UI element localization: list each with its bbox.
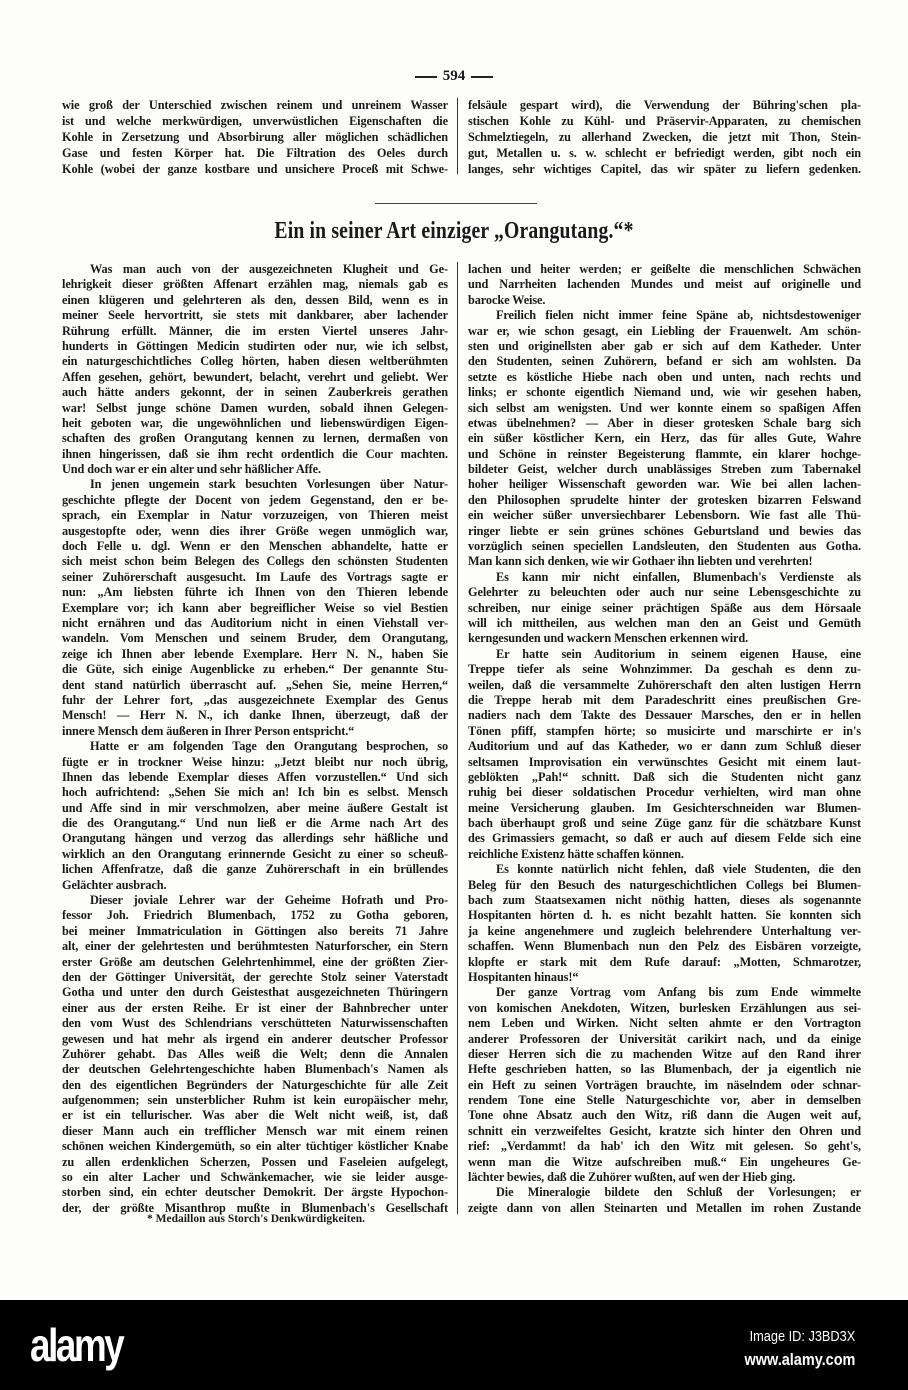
alamy-logo: alamy bbox=[30, 1319, 123, 1371]
text-line: bach zum Staatsexamen nicht nöthig hatten, dieses als sogenannte bbox=[468, 893, 861, 908]
text-line: ein weicher süßer unversiechbarer Lebensborn. Wie fast alle Thü- bbox=[468, 508, 861, 523]
text-line: Tone ohne Absatz auch den Witz, riß dann die Augen weit auf, bbox=[468, 1108, 861, 1123]
text-line: Tönen pfiff, stampfen hörte; so musicirte und marschirte er in's bbox=[468, 723, 861, 738]
text-line: will ich mittheilen, aus welchen man den an Geist und Gemüth bbox=[468, 615, 861, 630]
text-line: fügte er in trockner Weise hinzu: „Jetzt bleibt nur noch übrig, bbox=[62, 754, 448, 769]
ornament-dash bbox=[415, 76, 437, 78]
text-line: fessor Joh. Friedrich Blumenbach, 1752 zu Gotha geboren, bbox=[62, 908, 448, 923]
text-line: nem Leben und Wirken. Nicht selten ahmte er den Vortragton bbox=[468, 1016, 861, 1031]
text-line: Man kann sich denken, wie wir Gothaer ihn liebten und verehrten! bbox=[468, 554, 813, 569]
text-line: nicht ernähren und das Auditorium nicht in einen Viehstall ver- bbox=[62, 615, 448, 630]
text-line: dieser Herren sich die zu machenden Witze auf den Rand ihrer bbox=[468, 1046, 861, 1061]
text-line: den der Göttinger Universität, der gerechte Stolz seiner Vaterstadt bbox=[62, 969, 448, 984]
text-line: den Studenten, seinen Zuhörern, befand er sich am wohlsten. Da bbox=[468, 354, 861, 369]
text-line: schnitt ein verzweifeltes Gesicht, kratzte sich hinter den Ohren und bbox=[468, 1123, 861, 1138]
text-line: nun: „Am liebsten führte ich Ihnen von den Thieren lebende bbox=[62, 585, 448, 600]
text-line: doch Felle u. dgl. Wenn er den Menschen abhandelte, hatte er bbox=[62, 539, 448, 554]
text-line: und Narrheiten lachenden Mundes und meist auf originelle und bbox=[468, 277, 861, 292]
text-line: storben sind, ein echter deutscher Demokrit. Der ärgste Hypochon- bbox=[62, 1185, 448, 1200]
image-id: Image ID: J3BD3X bbox=[749, 1328, 855, 1345]
text-line: Rührung erfüllt. Männer, die im ersten Viertel unseres Jahr- bbox=[62, 323, 448, 338]
text-line: den des eigentlichen Begründers der Naturgeschichte für alle Zeit bbox=[62, 1077, 448, 1092]
text-line: langes, sehr wichtiges Capitel, das wir später zu liefern gedenken. bbox=[468, 162, 861, 176]
column-divider bbox=[457, 98, 458, 174]
text-line: lehrigkeit dieser größten Affenart erzählen mag, niemals gab es bbox=[62, 277, 448, 292]
text-line: Hatte er am folgenden Tage den Orangutang besprochen, so bbox=[90, 739, 448, 754]
text-line: Und doch war er ein alter und sehr häßlicher Affe. bbox=[62, 462, 321, 477]
text-line: erster Größe am deutschen Gelehrtenhimmel, eine der größten Zier- bbox=[62, 954, 448, 969]
text-line: rief: „Verdammt! da hab' ich den Witz mit gelesen. So geht's, bbox=[468, 1139, 861, 1154]
text-line: die Treppe herab mit dem Paradeschritt eines preußischen Gre- bbox=[468, 692, 861, 707]
text-line: Der ganze Vortrag vom Anfang bis zum Ende wimmelte bbox=[496, 985, 861, 1000]
text-line: bei meiner Immatriculation in Göttingen also bereits 71 Jahre bbox=[62, 923, 448, 938]
text-line: Freilich fielen nicht immer feine Späne ab, nichtsdestoweniger bbox=[496, 308, 861, 323]
text-line: vorzüglich seinen speciellen Landsleuten, den Studenten aus Gotha. bbox=[468, 539, 861, 554]
text-line: links; er schonte eigentlich Niemand und, wie wir gesehen haben, bbox=[468, 385, 861, 400]
text-line: ihnen hingerissen, daß sie ihm recht ordentlich die Cour machten. bbox=[62, 446, 448, 461]
page-number-text: 594 bbox=[442, 68, 466, 84]
article-right-column bbox=[468, 262, 861, 1216]
text-line: zeige ich Ihnen aber lebende Exemplare. Herr N. N., haben Sie bbox=[62, 646, 448, 661]
text-line: der, der größte Misanthrop mußte in Blumenbach's Gesellschaft bbox=[62, 1200, 448, 1215]
text-line: Hefte geschrieben hatten, so las Blumenbach, der ja eigentlich nie bbox=[468, 1062, 861, 1077]
text-line: schaften des großen Orangutang kennen zu lernen, dermaßen von bbox=[62, 431, 448, 446]
text-line: Er hatte sein Auditorium in seinem eigenen Hause, eine bbox=[496, 646, 861, 661]
text-line: er ist ein tellurischer. Was aber die Welt nicht weiß, ist, daß bbox=[62, 1108, 448, 1123]
text-line: Gelächter ausbrach. bbox=[62, 877, 167, 892]
text-line: Gelehrter zu beleuchten oder auch nur seine Lebensgeschichte zu bbox=[468, 585, 861, 600]
text-line: ruhig bei dieser soldatischen Procedur verhielten, wird man ohne bbox=[468, 785, 861, 800]
top-right-column bbox=[468, 97, 861, 177]
text-line: von komischen Anekdoten, Witzen, burlesken Erzählungen aus sei- bbox=[468, 1000, 861, 1015]
text-line: barocke Weise. bbox=[468, 292, 546, 307]
column-divider bbox=[457, 262, 458, 1214]
text-line: sich meist schon beim Belegen des Collegs den schönsten Studenten bbox=[62, 554, 448, 569]
text-line: wirklich an den Orangutang erinnernde Gesicht zu einer so scheuß- bbox=[62, 846, 448, 861]
text-line: auch hätte anders gekonnt, der in seinen Zauberkreis gerathen bbox=[62, 385, 448, 400]
text-line: geblökten „Pah!“ schnitt. Daß sich die Studenten nicht ganz bbox=[468, 769, 861, 784]
text-line: Gase und festen Körper hat. Die Filtration des Oeles durch bbox=[62, 146, 448, 160]
article-left-column bbox=[62, 262, 448, 1216]
text-line: wenn man die Witze aufschreiben muß.“ Ein ungeheures Ge- bbox=[468, 1154, 861, 1169]
text-line: ein Heft zu seinen Vorträgen brauchte, im näselndem oder schnar- bbox=[468, 1077, 861, 1092]
text-line: geschichte pflegte der Docent von jedem Gegenstand, den er be- bbox=[62, 492, 448, 507]
text-line: fuhr der Lehrer fort, „das ausgezeichnete Exemplar des Genus bbox=[62, 692, 448, 707]
text-line: sich selbst am wenigsten. Und wer konnte einem so spaßigen Affen bbox=[468, 400, 861, 415]
section-rule bbox=[375, 203, 537, 204]
text-line: setzte es köstliche Hiebe nach oben und unten, nach rechts und bbox=[468, 369, 861, 384]
text-line: bach überhaupt groß und seine Züge ganz für die schätzbare Kunst bbox=[468, 816, 861, 831]
text-line: felsäule gespart wird), die Verwendung der Bühring'schen pla- bbox=[468, 98, 861, 112]
text-line: Beleg für den Besuch des naturgeschichtlichen Collegs bei Blumen- bbox=[468, 877, 861, 892]
ornament-dash bbox=[471, 76, 493, 78]
text-line: Hospitanten hinaus!“ bbox=[468, 969, 579, 984]
text-line: dieser Mann auch ein trefflicher Mensch war mit einem reinen bbox=[62, 1123, 448, 1138]
text-line: Schmelztiegeln, zu allerhand Zwecken, die jetzt mit Thon, Stein- bbox=[468, 130, 861, 144]
text-line: Es kann mir nicht einfallen, Blumenbach's Verdienste als bbox=[496, 569, 861, 584]
text-line: hunderts in Göttingen Medicin studirten oder nur, wie ich selbst, bbox=[62, 338, 448, 353]
text-line: Was man auch von der ausgezeichneten Klugheit und Ge- bbox=[90, 262, 448, 276]
text-line: aufgenommen; sein unsterblicher Ruhm ist kein europäischer mehr, bbox=[62, 1093, 448, 1108]
text-line: sprach, ein Exemplar in Natur vorzuzeigen, von Thieren meist bbox=[62, 508, 448, 523]
text-line: Treppe tiefer als seine Wohnzimmer. Da geschah es denn zu- bbox=[468, 662, 861, 677]
text-line: stischen Kohle zu Kühl- und Präservir-Apparaten, zu chemischen bbox=[468, 114, 861, 128]
text-line: einen klügeren und gelehrteren als den, dessen Bild, wenn es in bbox=[62, 292, 448, 307]
text-line: Exemplare vor; ich kann aber begreiflicher Weise so viel Bestien bbox=[62, 600, 448, 615]
text-line: Zuhörer gehabt. Das Alles weiß die Welt; denn die Annalen bbox=[62, 1046, 448, 1061]
top-left-column bbox=[62, 97, 448, 177]
text-line: gewesen und hat mehr als irgend ein anderer deutscher Professor bbox=[62, 1031, 448, 1046]
watermark-band bbox=[0, 1300, 908, 1390]
text-line: ein süßer köstlicher Kern, ein Herz, das für alles Gute, Wahre bbox=[468, 431, 861, 446]
text-line: einer aus der ersten Reihe. Er ist einer der Bahnbrecher unter bbox=[62, 1000, 448, 1015]
text-line: Kohle in Zersetzung und Absorbirung aller möglichen schädlichen bbox=[62, 130, 448, 144]
text-line: In jenen ungemein stark besuchten Vorlesungen über Natur- bbox=[90, 477, 448, 492]
text-line: nadiers nach dem Takte des Dessauer Marsches, den er in hellen bbox=[468, 708, 861, 723]
text-line: meine Versicherung glauben. Im Gesichterschneiden war Blumen- bbox=[468, 800, 861, 815]
text-line: zu allen erdenklichen Scherzen, Possen und Faseleien aufgelegt, bbox=[62, 1154, 448, 1169]
text-line: Ihnen das lebende Exemplar dieses Affen vorzustellen.“ Und sich bbox=[62, 769, 448, 784]
text-line: rendem Tone eine Stelle Naturgeschichte vor, aber in demselben bbox=[468, 1093, 861, 1108]
text-line: schaffen. Wenn Blumenbach nun den Pelz des Eisbären vorzeigte, bbox=[468, 939, 861, 954]
text-line: der deutschen Gelehrtengeschichte haben Blumenbach's Namen als bbox=[62, 1062, 448, 1077]
text-line: wie groß der Unterschied zwischen reinem und unreinem Wasser bbox=[62, 98, 448, 112]
text-line: den Philosophen sprudelte hinter der grotesken bizarren Felswand bbox=[468, 492, 861, 507]
text-line: innere Mensch dem äußeren in Ihrer Person entspricht.“ bbox=[62, 723, 355, 738]
text-line: hoher heiliger Wissenschaft geworden war. Wie bei allen lachen- bbox=[468, 477, 861, 492]
text-line: Dieser joviale Lehrer war der Geheime Hofrath und Pro- bbox=[90, 893, 448, 908]
text-line: Die Mineralogie bildete den Schluß der Vorlesungen; er bbox=[496, 1185, 861, 1200]
text-line: schreiben, nur einige seiner prächtigen Späße aus dem Hörsaale bbox=[468, 600, 861, 615]
text-line: klopfte er stark mit dem Rufe darauf: „Motten, Schmarotzer, bbox=[468, 954, 861, 969]
page-number bbox=[0, 68, 908, 85]
text-line: des Grimassiers gemacht, so daß er auch auf diesem Felde sich eine bbox=[468, 831, 861, 846]
text-line: Es konnte natürlich nicht fehlen, daß viele Studenten, die den bbox=[496, 862, 861, 877]
text-line: ja keine angenehmere und zugleich belehrendere Unterhaltung ver- bbox=[468, 923, 861, 938]
text-line: die Güte, sich einige Augenblicke zu erheben.“ Der genannte Stu- bbox=[62, 662, 448, 677]
text-line: zeigte dann von allen Steinarten und Metallen im rohen Zustande bbox=[468, 1200, 861, 1215]
text-line: Mensch! — Herr N. N., ich danke Ihnen, überzeugt, daß der bbox=[62, 708, 448, 723]
text-line: heit geboten war, die ungewöhnlichen und liebenswürdigen Eigen- bbox=[62, 415, 448, 430]
text-line: ein naturgeschichtliches Colleg hörten, haben diesen weltberühmten bbox=[62, 354, 448, 369]
text-line: ausgestopfte oder, wenn dies ihrer Größe wegen unmöglich war, bbox=[62, 523, 448, 538]
text-line: die des Orangutang.“ Und nun ließ er die Arme nach Art des bbox=[62, 816, 448, 831]
text-line: den vom Wust des Schlendrians verschütteten Naturwissenschaften bbox=[62, 1016, 448, 1031]
text-line: und Affe sind in mir verschmolzen, aber meine äußere Gestalt ist bbox=[62, 800, 448, 815]
text-line: seltsamen Improvisation ein verwünschtes Gesicht mit einem laut- bbox=[468, 754, 861, 769]
text-line: war er, wie schon gesagt, ein Liebling der Frauenwelt. Am schön- bbox=[468, 323, 861, 338]
text-line: alt, einer der gelehrtesten und berühmtesten Naturforscher, ein Stern bbox=[62, 939, 448, 954]
text-line: und Schöne in reinster Begeisterung flammte, ein klarer hochge- bbox=[468, 446, 861, 461]
text-line: Affen gesehen, gehört, bewundert, belacht, verehrt und geliebt. Wer bbox=[62, 369, 448, 384]
text-line: Gotha und unter den durch Geistesthat ausgezeichneten Thüringern bbox=[62, 985, 448, 1000]
text-line: dent stand natürlich überrascht auf. „Sehen Sie, meine Herren,“ bbox=[62, 677, 448, 692]
text-line: so ein alter Lacher und Schwänkemacher, wie sie leider ausge- bbox=[62, 1170, 448, 1185]
text-line: meiner Seele hervortritt, sie stets mit dankbarer, aber lachender bbox=[62, 308, 448, 323]
text-line: reichliche Existenz hätte schaffen können. bbox=[468, 846, 684, 861]
text-line: kerngesunden und wackern Menschen erkennen wird. bbox=[468, 631, 749, 646]
text-line: lachen und heiter werden; er geißelte die menschlichen Schwächen bbox=[468, 262, 861, 276]
text-line: lichen Affenfratze, daß die ganze Zuhörerschaft in ein brüllendes bbox=[62, 862, 448, 877]
text-line: etwas übelnehmen? — Aber in dieser grotesken Schale barg sich bbox=[468, 415, 861, 430]
text-line: war! Selbst junge schöne Damen wurden, sobald ihnen Gelegen- bbox=[62, 400, 448, 415]
text-line: Orangutang hängen und verzog das allerdings sehr häßliche und bbox=[62, 831, 448, 846]
text-line: wandeln. Vom Menschen und seinem Bruder, dem Orangutang, bbox=[62, 631, 448, 646]
footnote: * Medaillon aus Storch's Denkwürdigkeiten. bbox=[147, 1213, 365, 1225]
text-line: ist und welche merkwürdigen, unverwüstlichen Eigenschaften die bbox=[62, 114, 448, 128]
text-line: sten und originellsten aber gab er sich auf dem Katheder. Unter bbox=[468, 338, 861, 353]
text-line: ringer liebte er sein grünes schönes Geburtsland und bewies das bbox=[468, 523, 861, 538]
text-line: Hospitanten hörten d. h. es nicht bezahlt hatten. Sie konnten sich bbox=[468, 908, 861, 923]
text-line: lächter bewies, daß die Zuhörer wußten, auf wen der Hieb ging. bbox=[468, 1170, 796, 1185]
text-line: anderer Professoren der Universität carikirt nach, und da einige bbox=[468, 1031, 861, 1046]
text-line: Auditorium und auf das Katheder, wo er dann zum Schluß dieser bbox=[468, 739, 861, 754]
text-line: seiner Zuhörerschaft ausgesucht. Im Laufe des Vortrags sagte er bbox=[62, 569, 448, 584]
text-line: bildeter Geist, welcher durch unablässiges Streben zum Tabernakel bbox=[468, 462, 861, 477]
text-line: Kohle (wobei der ganze kostbare und unsichere Proceß mit Schwe- bbox=[62, 162, 448, 176]
text-line: weilen, daß die versammelte Zuhörerschaft den alten lustigen Herrn bbox=[468, 677, 861, 692]
text-line: gut, Metallen u. s. w. schlecht er befriedigt werden, gibt noch ein bbox=[468, 146, 861, 160]
site-url[interactable]: www.alamy.com bbox=[744, 1350, 855, 1369]
text-line: schönen weichen Kindergemüth, so ein alter tüchtiger köstlicher Knabe bbox=[62, 1139, 448, 1154]
text-line: hoch aufrichtend: „Sehen Sie mich an! Ich bin es selbst. Mensch bbox=[62, 785, 448, 800]
article-title: Ein in seiner Art einziger „Orangutang.“* bbox=[274, 218, 634, 244]
